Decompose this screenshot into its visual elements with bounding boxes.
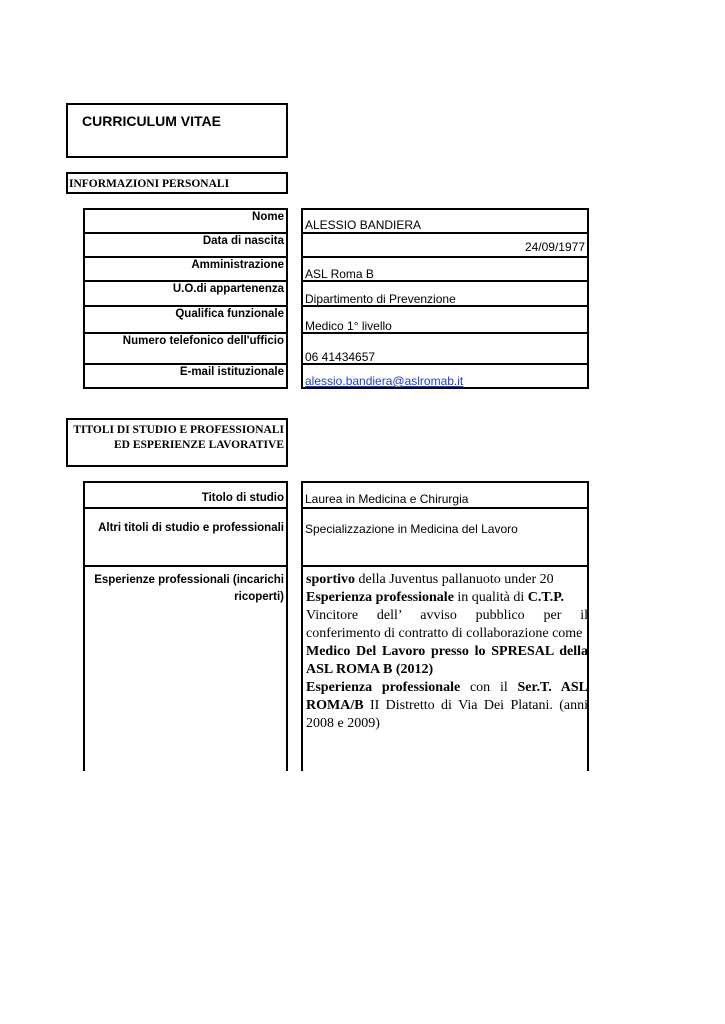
label-esperienze: Esperienze professionali (incarichi ricoperti) xyxy=(94,574,284,603)
esperienze-line-spresal: Medico Del Lavoro presso lo SPRESAL della ASL ROMA B (2012) xyxy=(306,644,588,677)
label-email: E-mail istituzionale xyxy=(179,366,284,378)
label-qualifica: Qualifica funzionale xyxy=(175,308,284,320)
titoli-title: TITOLI DI STUDIO E PROFESSIONALI ED ESPERIENZE LAVORATIVE xyxy=(73,424,284,451)
value-telefono-cell xyxy=(301,332,589,365)
titoli-header xyxy=(66,418,288,467)
label-amministrazione: Amministrazione xyxy=(191,259,284,271)
value-nome: ALESSIO BANDIERA xyxy=(305,218,422,232)
value-qualifica: Medico 1° livello xyxy=(305,319,392,333)
esperienze-line-sert: Esperienza professionale con il Ser.T. ASL ROMA/B II Distretto di Via Dei Platani. (anni 2008 e 2009) xyxy=(306,680,588,731)
label-telefono: Numero telefonico dell'ufficio xyxy=(122,335,284,347)
email-link[interactable]: alessio.bandiera@aslromab.it xyxy=(305,374,464,388)
label-altri-titoli-cell xyxy=(83,507,288,567)
cv-title-box xyxy=(66,103,288,158)
value-data-nascita-cell xyxy=(301,232,589,258)
label-telefono-cell xyxy=(83,332,288,365)
label-email-cell xyxy=(83,363,288,389)
value-amministrazione-cell xyxy=(301,256,589,282)
label-data-nascita: Data di nascita xyxy=(202,235,284,247)
value-nome-cell xyxy=(301,208,589,234)
esperienze-line-vincitore: Vincitore dell’ avviso pubblico per il conferimento di contratto di collaborazione come xyxy=(306,608,588,641)
label-altri-titoli: Altri titoli di studio e professionali xyxy=(98,522,284,534)
value-altri-titoli-cell xyxy=(301,507,589,567)
value-email-cell xyxy=(301,363,589,389)
value-data-nascita: 24/09/1977 xyxy=(524,240,585,254)
value-telefono: 06 41434657 xyxy=(305,350,376,364)
label-nome-cell xyxy=(83,208,288,234)
esperienze-text xyxy=(306,571,588,733)
value-titolo-studio: Laurea in Medicina e Chirurgia xyxy=(305,492,469,506)
value-titolo-studio-cell xyxy=(301,481,589,509)
value-qualifica-cell xyxy=(301,305,589,334)
cv-title: CURRICULUM VITAE xyxy=(82,113,221,129)
label-esperienze-cell xyxy=(83,565,288,771)
value-amministrazione: ASL Roma B xyxy=(305,267,374,281)
personal-info-title: INFORMAZIONI PERSONALI xyxy=(69,178,230,190)
label-data-nascita-cell xyxy=(83,232,288,258)
esperienze-line-sportivo: sportivo della Juventus pallanuoto under 20 xyxy=(306,572,554,587)
label-qualifica-cell xyxy=(83,305,288,334)
label-amministrazione-cell xyxy=(83,256,288,282)
label-titolo-studio-cell xyxy=(83,481,288,509)
personal-info-header xyxy=(66,172,288,194)
label-uo: U.O.di appartenenza xyxy=(172,283,284,295)
value-esperienze-cell xyxy=(301,565,589,771)
value-uo-cell xyxy=(301,280,589,307)
label-nome: Nome xyxy=(252,211,284,223)
value-uo: Dipartimento di Prevenzione xyxy=(305,292,456,306)
label-titolo-studio: Titolo di studio xyxy=(201,492,284,504)
value-altri-titoli: Specializzazione in Medicina del Lavoro xyxy=(305,522,518,536)
esperienze-line-ctp: Esperienza professionale in qualità di C.T.P. xyxy=(306,590,564,605)
label-uo-cell xyxy=(83,280,288,307)
